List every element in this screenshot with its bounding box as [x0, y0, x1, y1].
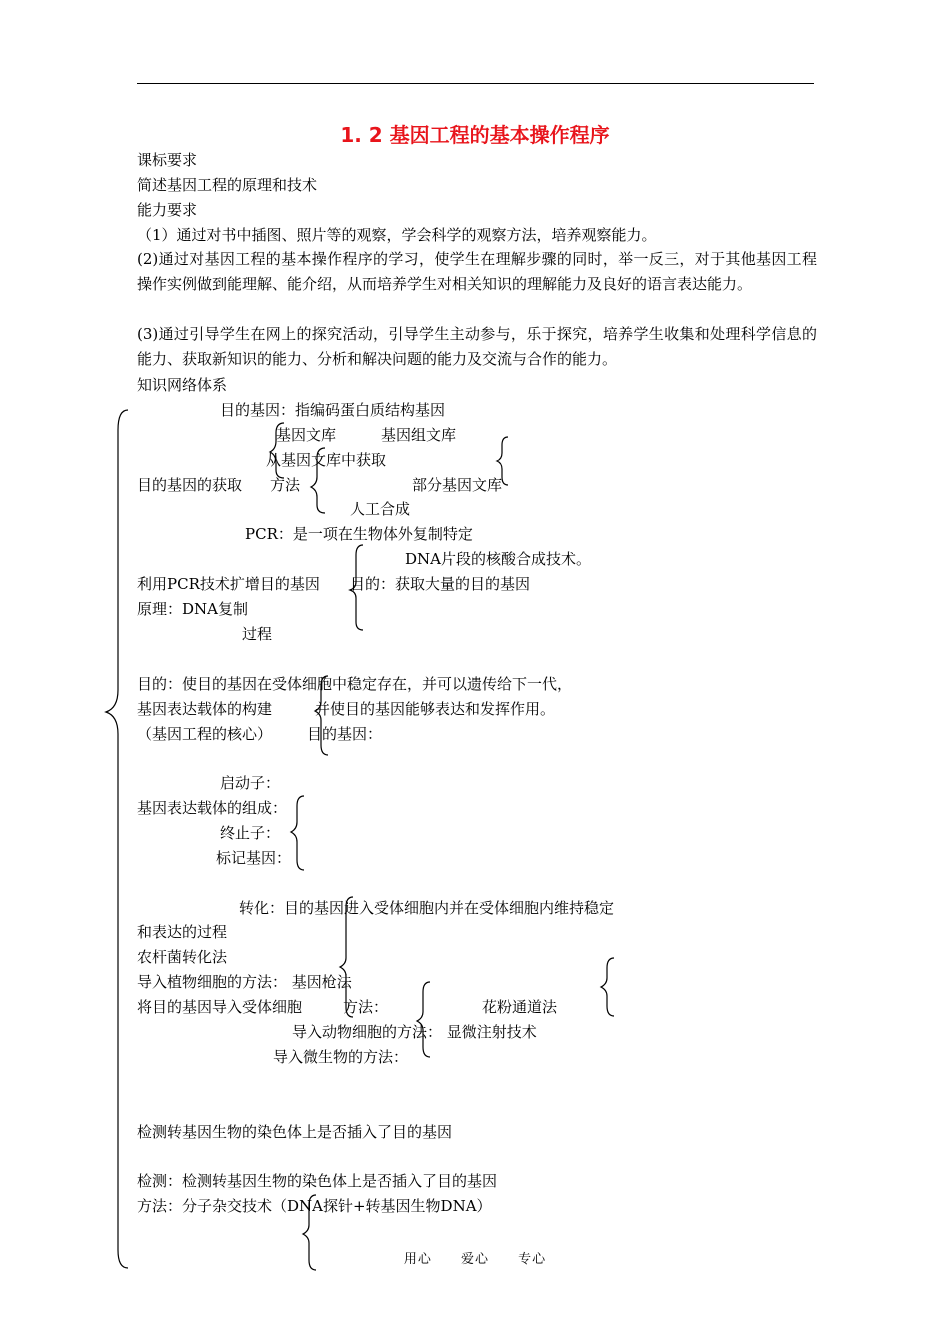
brace-main [106, 410, 128, 1268]
network-text: 目的：获取大量的目的基因 [350, 575, 531, 593]
brace-components [291, 796, 304, 870]
section-heading: 知识网络体系 [137, 376, 228, 394]
network-text: 从基因文库中获取 [266, 451, 387, 469]
network-text: 将目的基因导入受体细胞 [137, 998, 303, 1016]
network-text: 人工合成 [350, 500, 411, 518]
header-rule [137, 83, 814, 84]
network-text: 基因文库 [276, 426, 337, 444]
network-text: PCR：是一项在生物体外复制特定 [245, 525, 473, 543]
section-heading: 课标要求 [137, 151, 198, 169]
network-text: （基因工程的核心） [137, 725, 273, 743]
text-line: 简述基因工程的原理和技术 [137, 176, 318, 194]
network-text: 基因组文库 [381, 426, 457, 444]
network-text: 导入植物细胞的方法： 基因枪法 [137, 973, 352, 991]
network-text: 和表达的过程 [137, 923, 228, 941]
brace-pollen [601, 958, 614, 1016]
network-text: 检测转基因生物的染色体上是否插入了目的基因 [137, 1123, 453, 1141]
page-footer [0, 1248, 950, 1267]
network-text: DNA片段的核酸合成技术。 [405, 550, 591, 568]
network-text: 启动子： [220, 774, 281, 792]
text-line: （1）通过对书中插图、照片等的观察，学会科学的观察方法，培养观察能力。 [137, 226, 657, 244]
network-text: 过程 [242, 625, 273, 643]
network-text: 导入动物细胞的方法： 显微注射技术 [292, 1023, 537, 1041]
paragraph: (3)通过引导学生在网上的探究活动，引导学生主动参与，乐于探究，培养学生收集和处理科学信息的能力、获取新知识的能力、分析和解决问题的能力及交流与合作的能力。 [137, 325, 817, 368]
network-text: 农杆菌转化法 [137, 948, 228, 966]
network-text: 目的基因的获取 [137, 476, 243, 494]
network-text: 目的基因：指编码蛋白质结构基因 [220, 401, 446, 419]
network-text: 基因表达载体的构建 [137, 700, 273, 718]
footer-item: 专心 [518, 1252, 547, 1267]
brace-plant [417, 982, 430, 1057]
network-text: 花粉通道法 [482, 998, 558, 1016]
network-text: 转化：目的基因进入受体细胞内并在受体细胞内维持稳定 [239, 899, 615, 917]
network-text: 方法：分子杂交技术（DNA探针+转基因生物DNA） [137, 1197, 492, 1215]
network-text: 目的：使目的基因在受体细胞中稳定存在，并可以遗传给下一代， [137, 675, 573, 693]
network-text: 部分基因文库 [412, 476, 503, 494]
page-title: 1. 2 基因工程的基本操作程序 [340, 123, 610, 147]
network-text: 并使目的基因能够表达和发挥作用。 [315, 700, 556, 718]
paragraph: (2)通过对基因工程的基本操作程序的学习，使学生在理解步骤的同时，举一反三，对于其他基因工程操作实例做到能理解、能介绍，从而培养学生对相关知识的理解能力及良好的语言表达能力。 [137, 250, 817, 293]
network-text: 导入微生物的方法： [273, 1048, 409, 1066]
network-text: 检测：检测转基因生物的染色体上是否插入了目的基因 [137, 1172, 498, 1190]
section-heading: 能力要求 [137, 201, 198, 219]
network-text: 利用PCR技术扩增目的基因 [137, 575, 320, 593]
network-text: 原理：DNA复制 [137, 600, 248, 618]
footer-item: 用心 [403, 1252, 432, 1267]
network-text: 方法 [270, 476, 301, 494]
network-text: 目的基因： [307, 725, 383, 743]
network-text: 标记基因： [216, 849, 292, 867]
footer-item: 爱心 [460, 1252, 489, 1267]
network-text: 方法： [343, 998, 389, 1016]
network-text: 基因表达载体的组成： [137, 799, 288, 817]
network-text: 终止子： [220, 824, 281, 842]
